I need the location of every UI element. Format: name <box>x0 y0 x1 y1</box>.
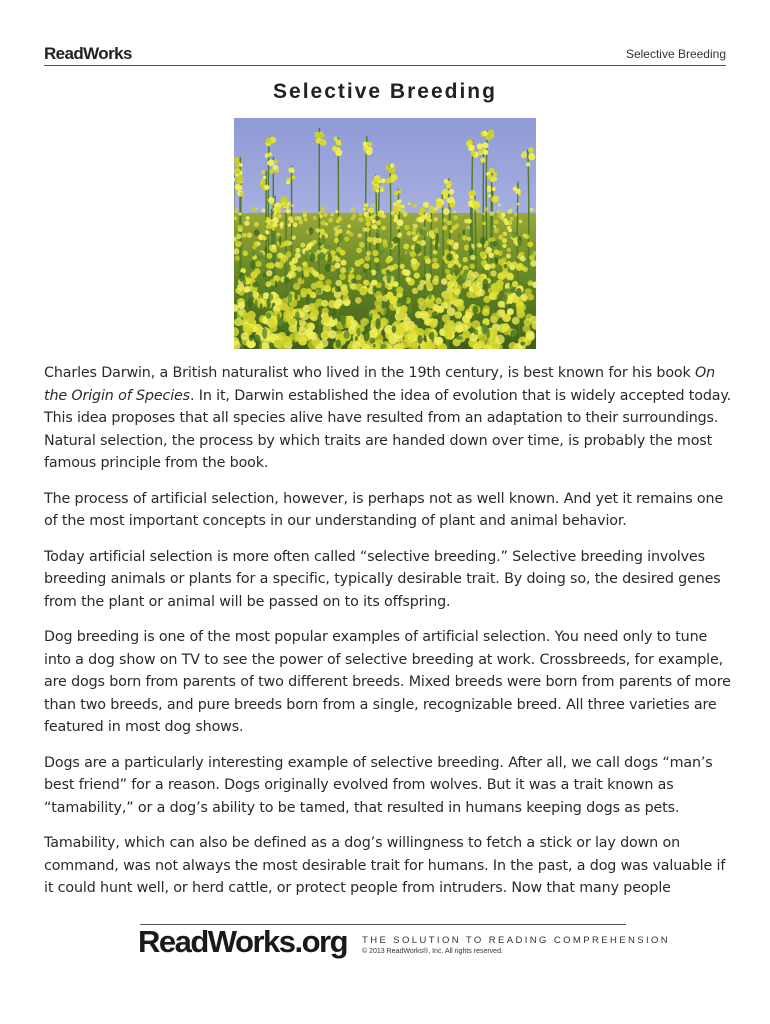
paragraph-5: Dogs are a particularly interesting example of selective breeding. After all, we call dogs “man’s best friend” for a reason. Dogs originally evolved from wolves. But it was a trait known as “tamability,” or a dog’s ability to be tamed, that resulted in humans keeping dogs as pets. <box>44 754 713 816</box>
flower-field-picture <box>234 118 536 349</box>
footer-tagline: THE SOLUTION TO READING COMPREHENSION <box>362 935 671 946</box>
paragraph-2: The process of artificial selection, however, is perhaps not as well known. And yet it remains one of the most important concepts in our understanding of plant and animal behavior. <box>44 490 724 529</box>
readworks-org-logo: ReadWorks.org <box>138 924 348 959</box>
readworks-logo: ReadWorks <box>44 44 132 63</box>
paragraph-1: Charles Darwin, a British naturalist who lived in the 19th century, is best known for his book On the Origin of Species. In it, Darwin established the idea of evolution that is widely accepted today. This idea proposes that all species alive have resulted from an adaptation to their surroundings. Natural selection, the process by which traits are handed down over time, is probably the most famous principle from the book. <box>44 365 732 471</box>
paragraph-4: Dog breeding is one of the most popular examples of artificial selection. You need only to tune into a dog show on TV to see the power of selective breeding at work. Crossbreeds, for example, are dogs born from parents of two different breeds. Mixed breeds were born from parents of more than two breeds, and pure breeds born from a single, recognizable breed. All three varieties are featured in most dog shows. <box>44 629 731 735</box>
paragraph-6: Tamability, which can also be defined as a dog’s willingness to fetch a stick or lay down on command, was not always the most desirable trait for humans. In the past, a dog was valuable if it could hunt well, or herd cattle, or protect people from intruders. Now that many people <box>44 835 726 896</box>
header-section-title: Selective Breeding <box>625 47 726 61</box>
article-image <box>234 118 536 349</box>
article-body <box>44 362 734 913</box>
book-title: On the Origin of Species <box>44 365 716 404</box>
footer-copyright: © 2013 ReadWorks®, Inc. All rights reserved. <box>362 948 503 955</box>
article-title: Selective Breeding <box>273 80 497 103</box>
paragraph-3: Today artificial selection is more often called “selective breeding.” Selective breeding involves breeding animals or plants for a specific, typically desirable trait. By doing so, the desired genes from the plant or animal will be passed on to its offspring. <box>44 548 721 610</box>
header-divider <box>44 65 726 66</box>
